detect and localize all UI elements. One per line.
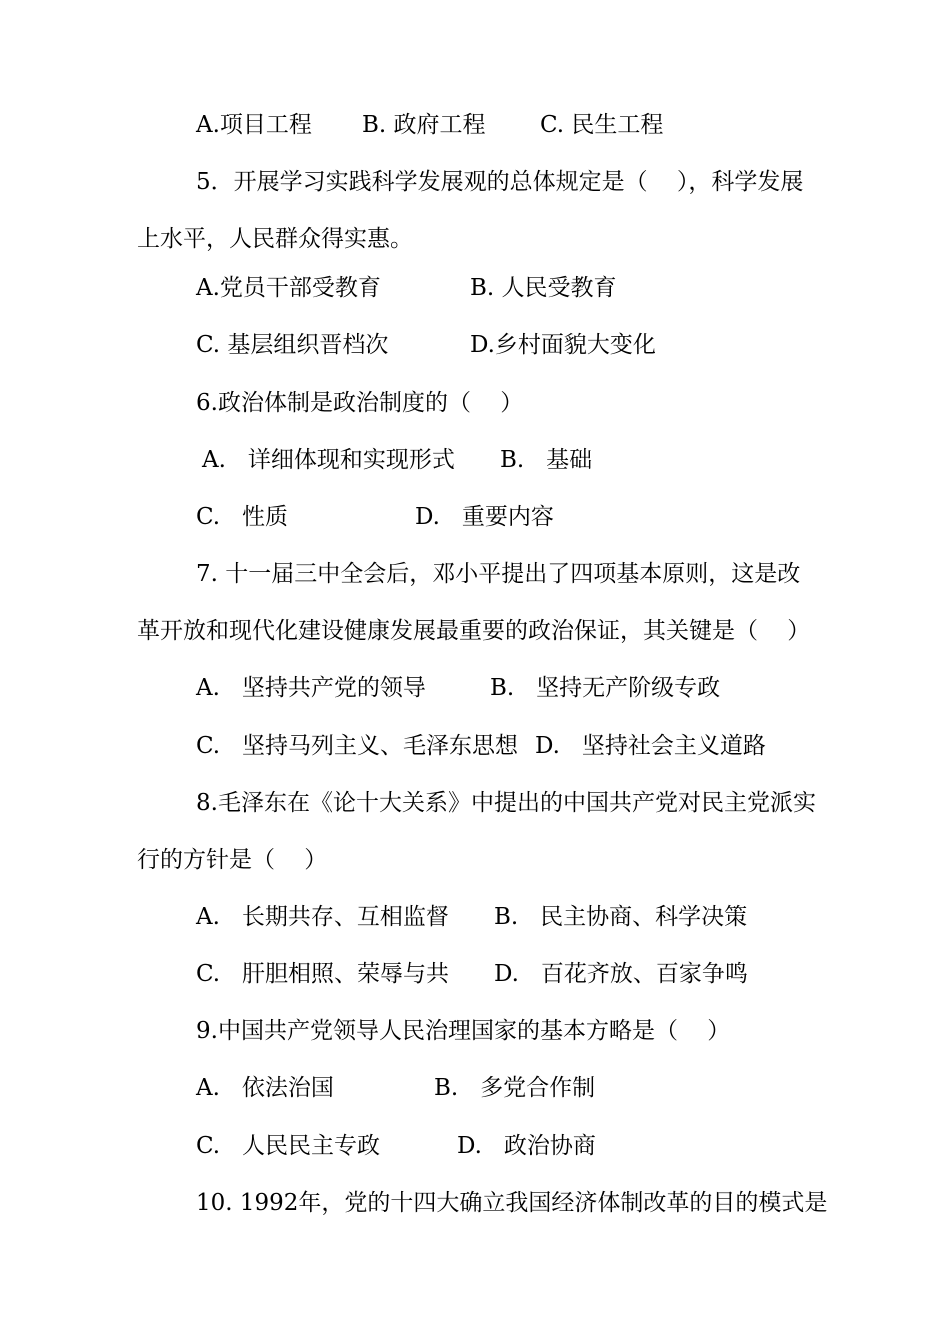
- q7-option-b: B. 坚持无产阶级专政: [490, 675, 721, 701]
- q5-option-d: D.乡村面貌大变化: [470, 332, 656, 358]
- q9-stem: 9.中国共产党领导人民治理国家的基本方略是（ ）: [196, 1018, 731, 1044]
- q8-option-c: C. 肝胆相照、荣辱与共: [196, 961, 450, 987]
- q9-option-c: C. 人民民主专政: [196, 1133, 381, 1159]
- q4-option-b: B. 政府工程: [362, 112, 486, 138]
- q9-option-d: D. 政治协商: [457, 1133, 596, 1159]
- q5-stem-line2: 上水平，人民群众得实惠。: [137, 226, 413, 252]
- q4-option-c: C. 民生工程: [540, 112, 664, 138]
- q6-option-c: C. 性质: [196, 504, 289, 530]
- q9-option-b: B. 多党合作制: [434, 1075, 596, 1101]
- q6-option-b: B. 基础: [500, 447, 593, 473]
- q5-option-a: A.党员干部受教育: [196, 275, 381, 301]
- q5-option-b: B. 人民受教育: [470, 275, 617, 301]
- q5-option-c: C. 基层组织晋档次: [196, 332, 389, 358]
- q8-stem-line1: 8.毛泽东在《论十大关系》中提出的中国共产党对民主党派实: [196, 790, 816, 816]
- q8-option-a: A. 长期共存、互相监督: [196, 904, 449, 930]
- q6-stem: 6.政治体制是政治制度的（ ）: [196, 390, 524, 416]
- q8-option-d: D. 百花齐放、百家争鸣: [494, 961, 748, 987]
- q9-option-a: A. 依法治国: [196, 1075, 334, 1101]
- q6-option-d: D. 重要内容: [415, 504, 554, 530]
- q8-option-b: B. 民主协商、科学决策: [494, 904, 748, 930]
- q6-option-a: A. 详细体现和实现形式: [202, 447, 455, 473]
- q7-option-a: A. 坚持共产党的领导: [196, 675, 426, 701]
- q7-stem-line2: 革开放和现代化建设健康发展最重要的政治保证，其关键是（ ）: [137, 618, 811, 644]
- q7-stem-line1: 7. 十一届三中全会后，邓小平提出了四项基本原则，这是改: [196, 561, 801, 587]
- q5-stem-line1: 5．开展学习实践科学发展观的总体规定是（ ），科学发展: [196, 169, 804, 195]
- q10-stem-line1: 10. 1992年，党的十四大确立我国经济体制改革的目的模式是: [196, 1190, 828, 1216]
- q7-option-d: D. 坚持社会主义道路: [535, 733, 766, 759]
- q7-option-c: C. 坚持马列主义、毛泽东思想: [196, 733, 519, 759]
- q8-stem-line2: 行的方针是（ ）: [137, 847, 328, 873]
- q4-option-a: A.项目工程: [196, 112, 312, 138]
